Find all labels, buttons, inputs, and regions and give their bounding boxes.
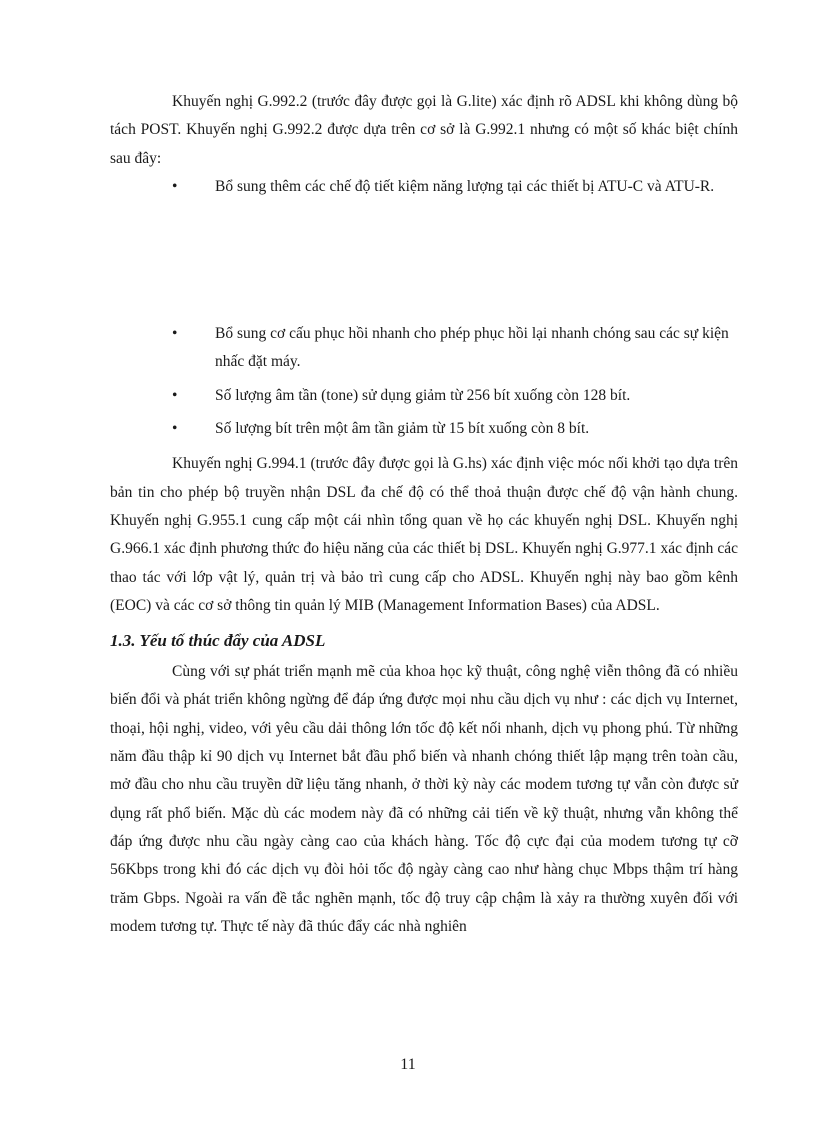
list-item (110, 320, 738, 377)
bullet-icon: • (172, 325, 178, 343)
section-heading: 1.3. Yếu tố thúc đẩy của ADSL (110, 631, 326, 651)
list-item (110, 382, 738, 410)
list-item-text: Bổ sung cơ cấu phục hồi nhanh cho phép phục hồi lại nhanh chóng sau các sự kiện nhấc đặt máy. (215, 325, 729, 371)
list-item-text: Bổ sung thêm các chế độ tiết kiệm năng lượng tại các thiết bị ATU-C và ATU-R. (215, 177, 715, 195)
list-item-text: Số lượng bít trên một âm tần giảm từ 15 bít xuống còn 8 bít. (215, 420, 590, 438)
bullet-icon: • (172, 386, 178, 404)
page-body (110, 88, 738, 941)
paragraph-adsl-motivation: Cùng với sự phát triển mạnh mẽ của khoa học kỹ thuật, công nghệ viễn thông đã có nhiều biến đổi và phát triển không ngừng để đáp ứng được mọi nhu cầu dịch vụ như : các dịch vụ Internet, thoại, hội nghị, video, với yêu cầu dải thông lớn tốc độ kết nối nhanh, dịch vụ phong phú. Từ những năm đầu thập kỉ 90 dịch vụ Internet bắt đầu phổ biến và nhanh chóng thiết lập mạng trên toàn cầu, mở đầu cho nhu cầu truyền dữ liệu tăng nhanh, ở thời kỳ này các modem tương tự vẫn còn được sử dụng rất phổ biến. Mặc dù các modem này đã có những cải tiến về kỹ thuật, nhưng vẫn không thể đáp ứng được nhu cầu ngày càng cao của khách hàng. Tốc độ cực đại của modem tương tự cỡ 56Kbps trong khi đó các dịch vụ đòi hỏi tốc độ ngày càng cao như hàng chục Mbps thậm trí hàng trăm Gbps. Ngoài ra vấn đề tắc nghẽn mạnh, tốc độ truy cập chậm là xảy ra thường xuyên đối với modem tương tự. Thực tế này đã thúc đẩy các nhà nghiên (110, 663, 738, 935)
paragraph-g994-1: Khuyến nghị G.994.1 (trước đây được gọi là G.hs) xác định việc móc nối khởi tạo dựa trên bản tin cho phép bộ truyền nhận DSL đa chế độ có thể thoả thuận được chế độ vận hành chung. Khuyến nghị G.955.1 cung cấp một cái nhìn tổng quan về họ các khuyến nghị DSL. Khuyến nghị G.966.1 xác định phương thức đo hiệu năng của các thiết bị DSL. Khuyến nghị G.977.1 xác định các thao tác với lớp vật lý, quản trị và bảo trì cung cấp cho ADSL. Khuyến nghị này bao gồm kênh (EOC) và các cơ sở thông tin quản lý MIB (Management Information Bases) của ADSL. (110, 455, 738, 614)
page-number: 11 (400, 1056, 416, 1073)
list-item (110, 415, 738, 443)
differences-list (110, 173, 738, 443)
bullet-icon: • (172, 177, 178, 195)
list-item (110, 173, 738, 201)
list-item-text: Số lượng âm tần (tone) sử dụng giảm từ 256 bít xuống còn 128 bít. (215, 386, 631, 404)
paragraph-g992-2: Khuyến nghị G.992.2 (trước đây được gọi là G.lite) xác định rõ ADSL khi không dùng bộ tách POST. Khuyến nghị G.992.2 được dựa trên cơ sở là G.992.1 nhưng có một số khác biệt chính sau đây: (110, 93, 738, 167)
bullet-icon: • (172, 420, 178, 438)
